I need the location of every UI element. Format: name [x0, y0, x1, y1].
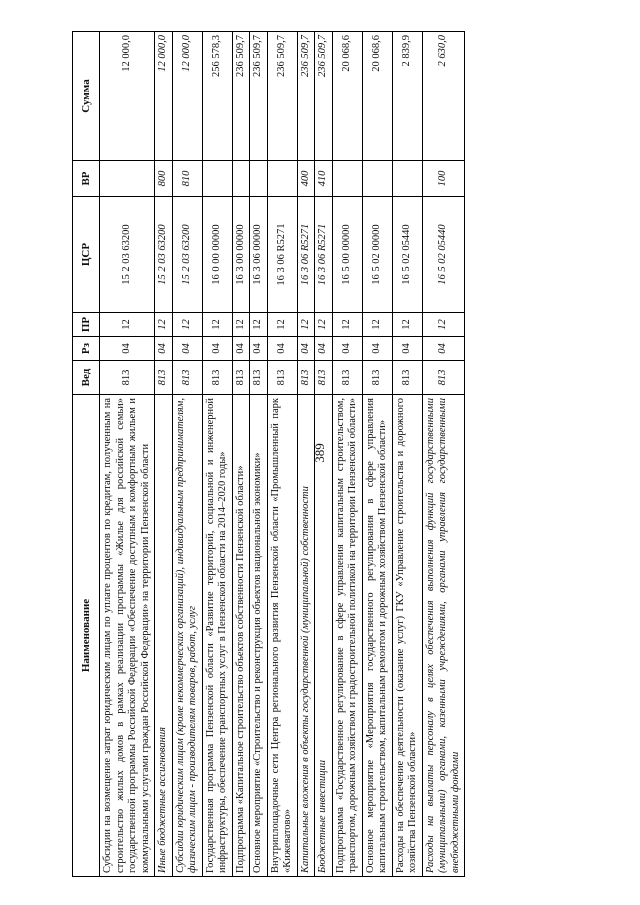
cell-name: Расходы на выплаты персоналу в целях обеспечения выполнения функций государственными (муниципальными) органами, казенными учреждениями, органами управления государственными внебюджетными фондами	[422, 395, 465, 877]
cell-ved: 813	[315, 361, 333, 395]
header-rz: Рз	[73, 337, 100, 361]
cell-pr: 12	[315, 313, 333, 337]
cell-csr: 16 3 00 00000	[232, 197, 250, 313]
cell-pr: 12	[100, 313, 155, 337]
cell-pr: 12	[422, 313, 465, 337]
cell-ved: 813	[362, 361, 392, 395]
cell-rz: 04	[232, 337, 250, 361]
cell-pr: 12	[297, 313, 315, 337]
cell-name: Государственная программа Пензенской области «Развитие территорий, социальной и инженерной инфраструктуры, обеспечение транспортных услуг в Пензенской области на 2014–2020 годы»	[202, 395, 232, 877]
cell-name: Внутриплощадочные сети Центра регионального развития Пензенской области «Промышленный парк «Кижеватово»	[267, 395, 297, 877]
table-row	[362, 32, 392, 877]
cell-csr: 16 5 00 00000	[332, 197, 362, 313]
cell-name: Подпрограмма «Государственное регулирование в сфере управления капитальным строительством, транспортом, дорожным хозяйством и градостроительной политикой на территории Пензенской области»	[332, 395, 362, 877]
cell-sum: 2 630,0	[422, 32, 465, 161]
cell-rz: 04	[315, 337, 333, 361]
cell-ved: 813	[202, 361, 232, 395]
cell-sum: 12 000,0	[155, 32, 173, 161]
cell-csr: 16 0 00 00000	[202, 197, 232, 313]
cell-sum: 256 578,3	[202, 32, 232, 161]
page-number: 389	[312, 443, 327, 463]
cell-ved: 813	[392, 361, 422, 395]
cell-name: Бюджетные инвестиции	[315, 395, 333, 877]
cell-rz: 04	[172, 337, 202, 361]
cell-sum: 236 509,7	[250, 32, 268, 161]
cell-csr: 16 3 06 R5271	[297, 197, 315, 313]
cell-rz: 04	[332, 337, 362, 361]
cell-vr	[392, 161, 422, 197]
cell-sum: 236 509,7	[232, 32, 250, 161]
cell-rz: 04	[267, 337, 297, 361]
budget-table	[72, 31, 465, 877]
cell-pr: 12	[392, 313, 422, 337]
cell-name: Иные бюджетные ассигнования	[155, 395, 173, 877]
header-sum: Сумма	[73, 32, 100, 161]
cell-rz: 04	[392, 337, 422, 361]
table-row	[392, 32, 422, 877]
cell-rz: 04	[297, 337, 315, 361]
cell-name: Основное мероприятие «Строительство и реконструкция объектов национальной экономики»	[250, 395, 268, 877]
cell-rz: 04	[155, 337, 173, 361]
cell-ved: 813	[100, 361, 155, 395]
table-row	[422, 32, 465, 877]
cell-sum: 12 000,0	[100, 32, 155, 161]
cell-vr	[232, 161, 250, 197]
cell-vr	[267, 161, 297, 197]
cell-name: Основное мероприятие «Мероприятия государственного регулирования в сфере управления капитальным строительством, капитальным ремонтом и дорожным хозяйством Пензенской области»	[362, 395, 392, 877]
cell-vr: 810	[172, 161, 202, 197]
cell-name: Субсидии на возмещение затрат юридическим лицам по уплате процентов по кредитам, полученным на строительство жилых домов в рамках реализации программы «Жилье для российской семьи» государственной программы Российской Федерации «Обеспечение доступным и комфортным жильем и коммунальными услугами граждан Российской Федерации» на территории Пензенской области	[100, 395, 155, 877]
cell-csr: 15 2 03 63200	[100, 197, 155, 313]
cell-ved: 813	[250, 361, 268, 395]
cell-pr: 12	[232, 313, 250, 337]
cell-sum: 12 000,0	[172, 32, 202, 161]
table-header-row	[73, 32, 100, 877]
cell-csr: 15 2 03 63200	[155, 197, 173, 313]
cell-rz: 04	[422, 337, 465, 361]
cell-ved: 813	[297, 361, 315, 395]
cell-name: Капитальные вложения в объекты государственной (муниципальной) собственности	[297, 395, 315, 877]
cell-ved: 813	[155, 361, 173, 395]
cell-csr: 16 3 06 00000	[250, 197, 268, 313]
cell-vr: 800	[155, 161, 173, 197]
table-row	[155, 32, 173, 877]
cell-sum: 236 509,7	[297, 32, 315, 161]
cell-vr	[202, 161, 232, 197]
cell-vr: 410	[315, 161, 333, 197]
cell-csr: 16 3 06 R5271	[267, 197, 297, 313]
table-row	[267, 32, 297, 877]
table-row	[332, 32, 362, 877]
cell-rz: 04	[202, 337, 232, 361]
cell-ved: 813	[422, 361, 465, 395]
header-ved: Вед	[73, 361, 100, 395]
cell-pr: 12	[332, 313, 362, 337]
header-vr: ВР	[73, 161, 100, 197]
cell-name: Субсидии юридическим лицам (кроме некоммерческих организаций), индивидуальным предпринимателям, физическим лицам - производителям товаров, работ, услуг	[172, 395, 202, 877]
cell-ved: 813	[332, 361, 362, 395]
cell-pr: 12	[172, 313, 202, 337]
cell-sum: 236 509,7	[315, 32, 333, 161]
header-pr: ПР	[73, 313, 100, 337]
table-row	[232, 32, 250, 877]
cell-rz: 04	[250, 337, 268, 361]
rotated-table-container	[72, 32, 617, 877]
table-row	[100, 32, 155, 877]
table-row	[250, 32, 268, 877]
cell-vr	[362, 161, 392, 197]
cell-vr: 400	[297, 161, 315, 197]
cell-pr: 12	[250, 313, 268, 337]
cell-csr: 16 5 02 05440	[392, 197, 422, 313]
table-row	[172, 32, 202, 877]
cell-csr: 16 3 06 R5271	[315, 197, 333, 313]
cell-pr: 12	[155, 313, 173, 337]
cell-pr: 12	[267, 313, 297, 337]
table-body	[100, 32, 465, 877]
table-row	[297, 32, 315, 877]
cell-sum: 236 509,7	[267, 32, 297, 161]
cell-csr: 16 5 02 00000	[362, 197, 392, 313]
table-row	[202, 32, 232, 877]
cell-sum: 2 839,9	[392, 32, 422, 161]
cell-pr: 12	[202, 313, 232, 337]
cell-ved: 813	[172, 361, 202, 395]
cell-name: Подпрограмма «Капитальное строительство объектов собственности Пензенской области»	[232, 395, 250, 877]
cell-vr: 100	[422, 161, 465, 197]
cell-ved: 813	[267, 361, 297, 395]
cell-vr	[100, 161, 155, 197]
cell-pr: 12	[362, 313, 392, 337]
cell-vr	[332, 161, 362, 197]
cell-rz: 04	[362, 337, 392, 361]
cell-csr: 16 5 02 05440	[422, 197, 465, 313]
cell-rz: 04	[100, 337, 155, 361]
cell-sum: 20 068,6	[362, 32, 392, 161]
cell-sum: 20 068,6	[332, 32, 362, 161]
cell-ved: 813	[232, 361, 250, 395]
cell-vr	[250, 161, 268, 197]
header-name: Наименование	[73, 395, 100, 877]
header-csr: ЦСР	[73, 197, 100, 313]
table-row	[315, 32, 333, 877]
cell-csr: 15 2 03 63200	[172, 197, 202, 313]
cell-name: Расходы на обеспечение деятельности (оказание услуг) ГКУ «Управление строительства и дорожного хозяйства Пензенской области»	[392, 395, 422, 877]
